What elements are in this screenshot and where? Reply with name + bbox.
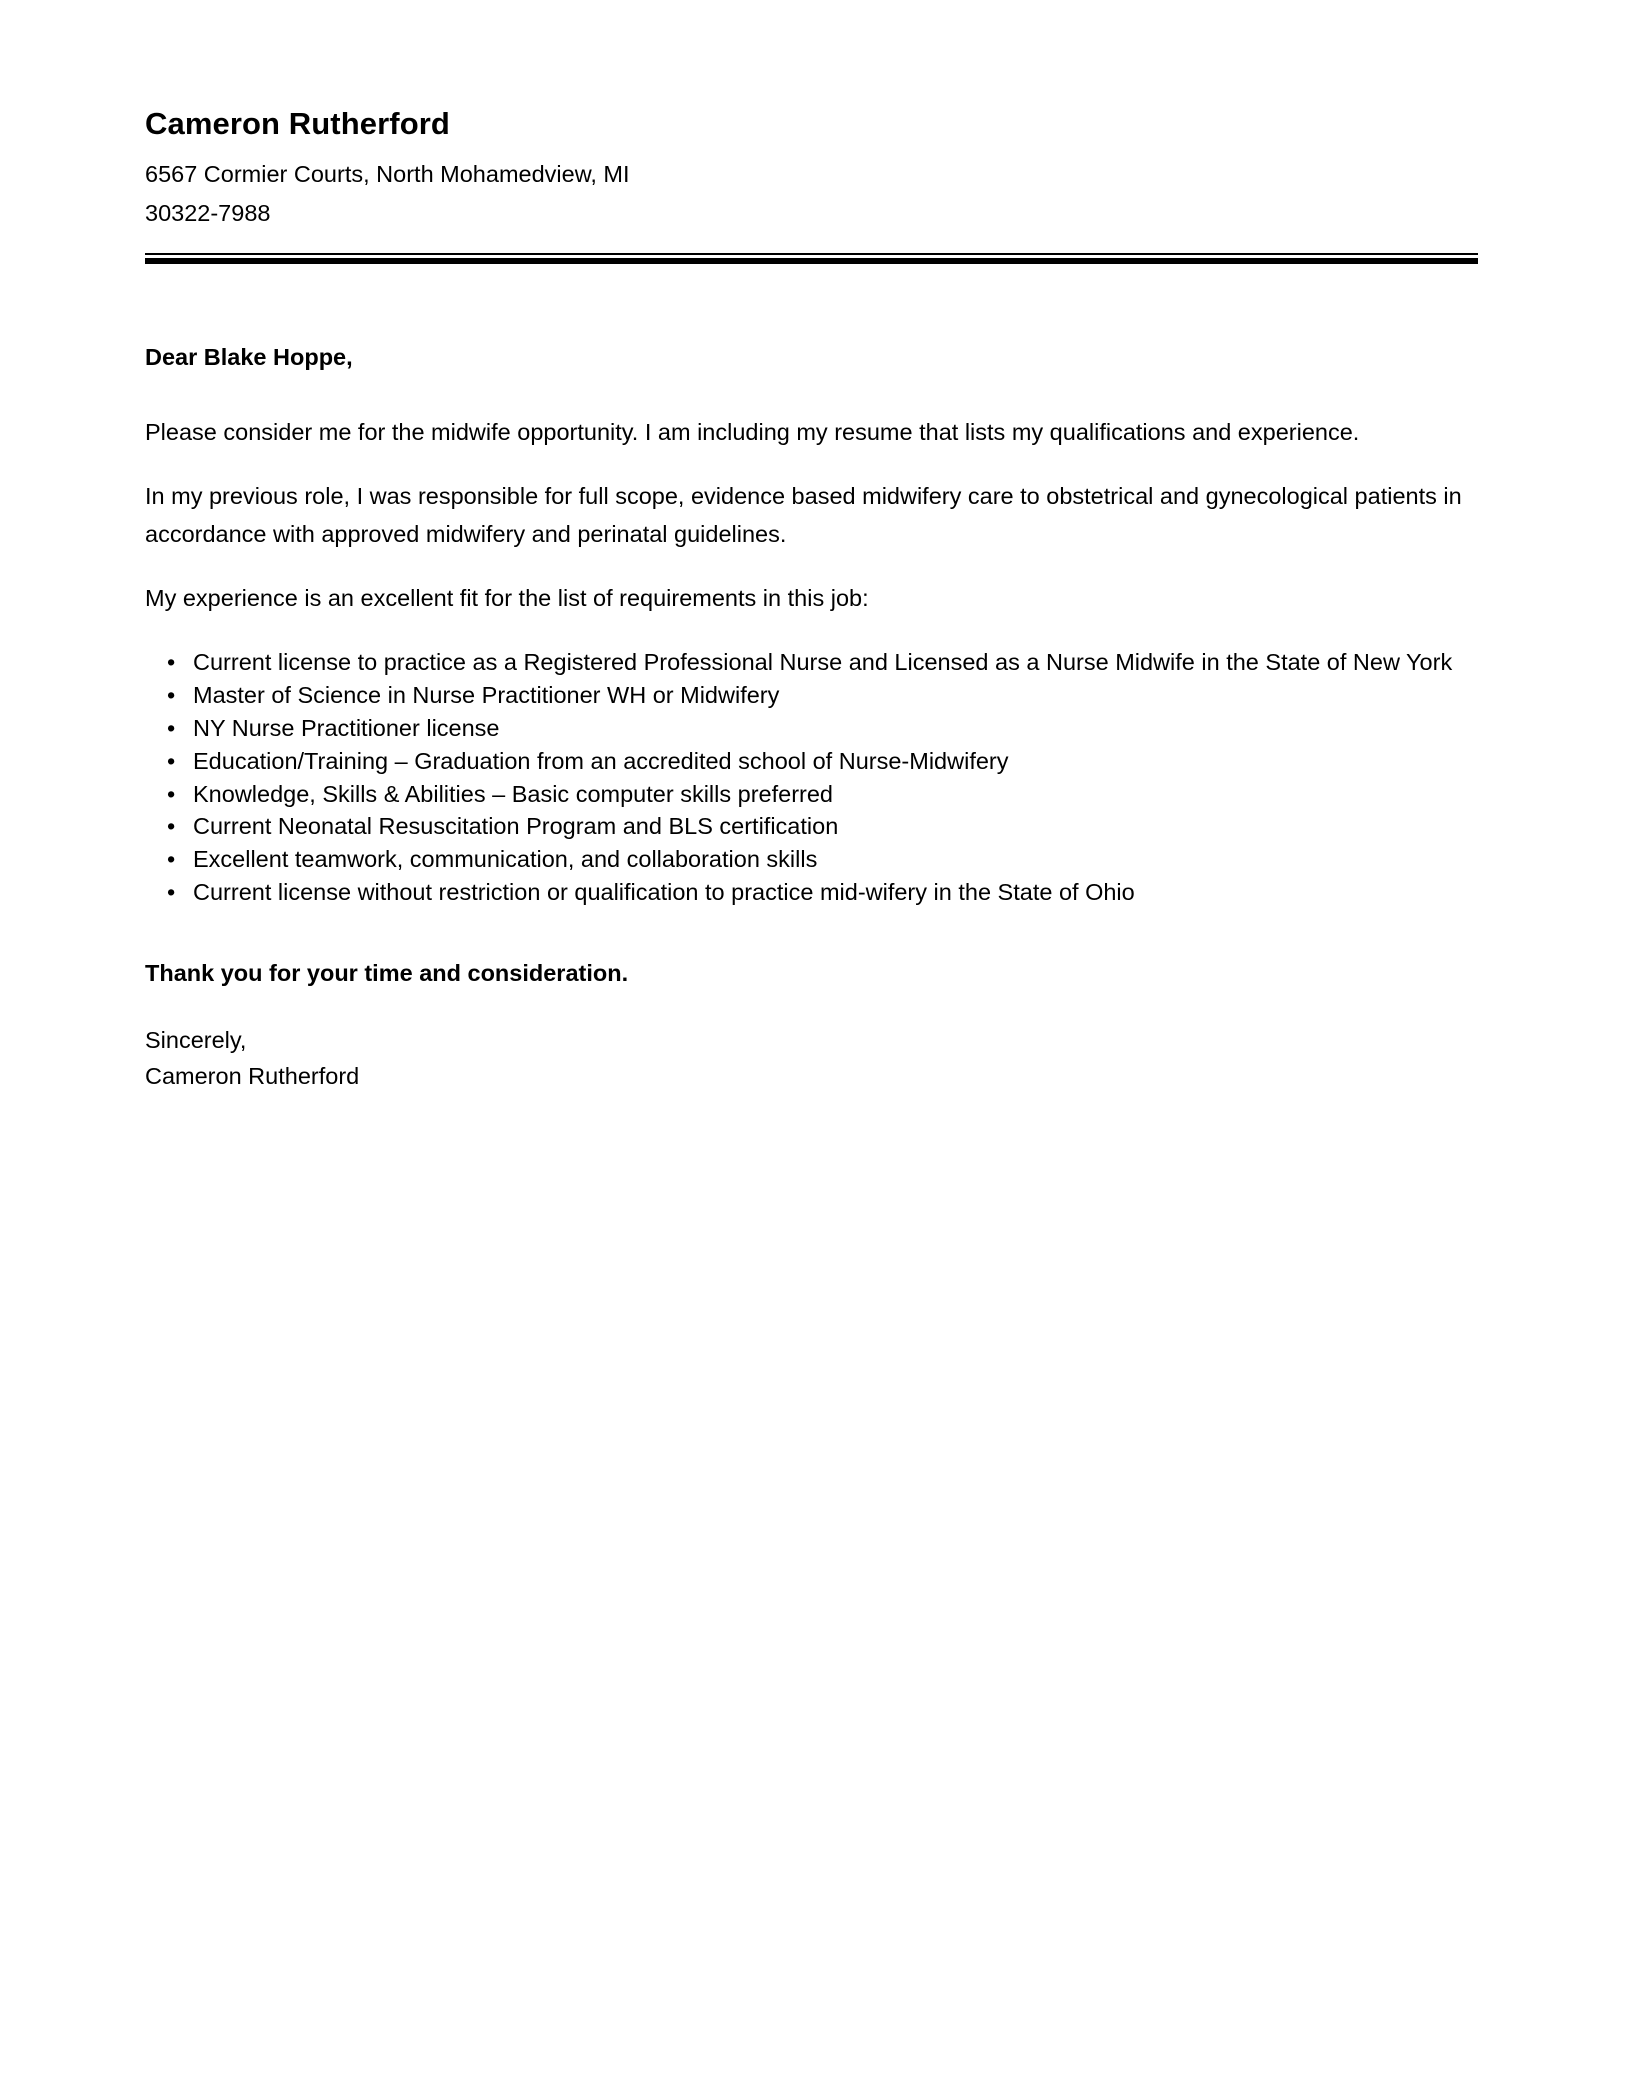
requirements-intro: My experience is an excellent fit for the list of requirements in this job:	[145, 585, 869, 612]
salutation: Dear Blake Hoppe,	[145, 343, 353, 370]
letter-body	[145, 340, 1477, 1094]
sender-address-line-1: 6567 Cormier Courts, North Mohamedview, MI	[145, 160, 630, 187]
letter-content	[145, 104, 1477, 1094]
list-item	[145, 844, 1477, 875]
bullet-icon: •	[167, 846, 176, 873]
list-item-text: NY Nurse Practitioner license	[193, 714, 500, 741]
bullet-icon: •	[167, 780, 176, 807]
bullet-icon: •	[167, 714, 176, 741]
body-paragraph-1: Please consider me for the midwife opportunity. I am including my resume that lists my qualifications and experience.	[145, 419, 1360, 446]
list-item-text: Current license without restriction or qualification to practice mid-wifery in the State of Ohio	[193, 878, 1135, 905]
sender-name: Cameron Rutherford	[145, 106, 450, 141]
bullet-icon: •	[167, 747, 176, 774]
list-item	[145, 779, 1477, 810]
list-item-text: Excellent teamwork, communication, and collaboration skills	[193, 846, 818, 873]
list-item-text: Current Neonatal Resuscitation Program and BLS certification	[193, 813, 839, 840]
bullet-icon: •	[167, 649, 176, 676]
sender-header	[145, 104, 1477, 233]
requirements-list	[145, 647, 1477, 907]
list-item	[145, 746, 1477, 777]
list-item	[145, 647, 1477, 678]
bullet-icon: •	[167, 878, 176, 905]
sender-address-line-2: 30322-7988	[145, 199, 271, 226]
signoff-line: Sincerely,	[145, 1026, 247, 1053]
list-item-text: Current license to practice as a Registered Professional Nurse and Licensed as a Nurse Midwife in the State of New York	[193, 649, 1453, 676]
list-item-text: Education/Training – Graduation from an accredited school of Nurse-Midwifery	[193, 747, 1009, 774]
list-item	[145, 811, 1477, 842]
list-item-text: Master of Science in Nurse Practitioner WH or Midwifery	[193, 682, 780, 709]
list-item	[145, 877, 1477, 908]
header-divider	[145, 253, 1478, 264]
thank-you-line: Thank you for your time and consideration.	[145, 959, 629, 986]
list-item	[145, 713, 1477, 744]
list-item	[145, 680, 1477, 711]
signature-name: Cameron Rutherford	[145, 1062, 360, 1089]
body-paragraph-2: In my previous role, I was responsible for full scope, evidence based midwifery care to obstetrical and gynecological patients in accordance with approved midwifery and perinatal guidelines.	[145, 483, 1462, 548]
letter-closing	[145, 956, 1477, 1095]
bullet-icon: •	[167, 682, 176, 709]
bullet-icon: •	[167, 813, 176, 840]
list-item-text: Knowledge, Skills & Abilities – Basic computer skills preferred	[193, 780, 833, 807]
divider-thick-rule	[145, 258, 1478, 264]
